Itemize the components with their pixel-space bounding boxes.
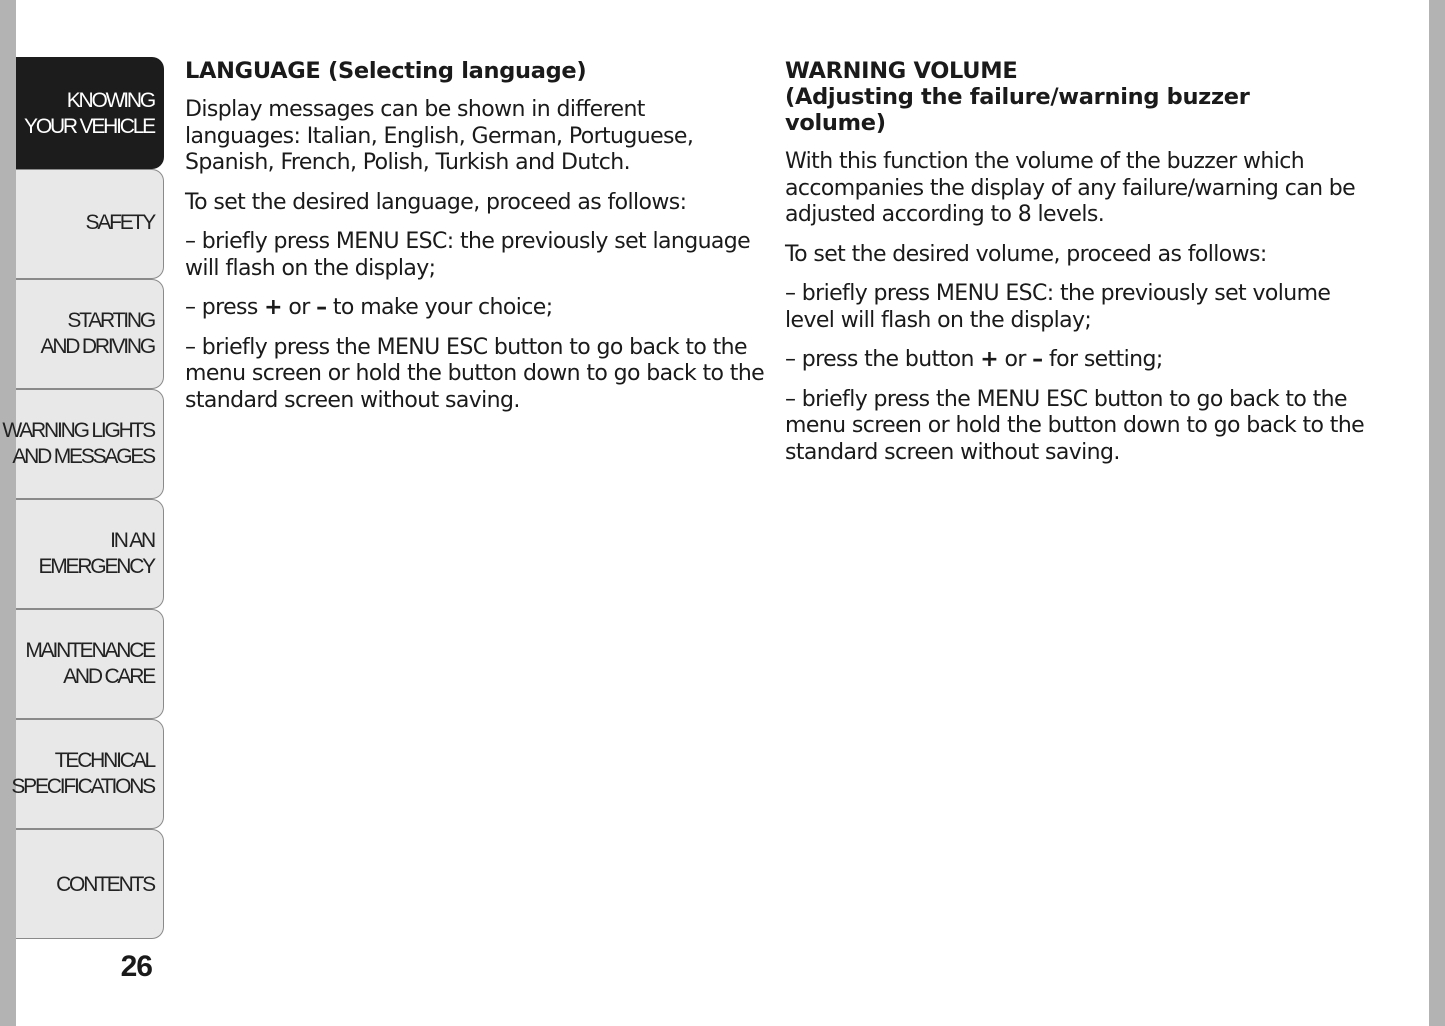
language-intro: Display messages can be shown in different languages: Italian, English, German, Portuguese, Spanish, French, Polish, Turkish and Dutch. — [185, 97, 694, 175]
heading-line: WARNING VOLUME — [785, 58, 1018, 84]
tab-in-an-emergency[interactable] — [16, 499, 164, 609]
tab-label-line: CONTENTS — [56, 873, 154, 896]
tab-label-line: AND DRIVING — [40, 335, 154, 358]
plus-symbol: + — [264, 295, 283, 320]
language-procedure: To set the desired language, proceed as follows: — [185, 189, 687, 215]
volume-step-2 — [785, 347, 1365, 374]
tab-label-line: AND MESSAGES — [12, 445, 154, 468]
step-text: or — [998, 347, 1033, 372]
tab-label-line: WARNING LIGHTS — [2, 419, 154, 442]
heading-line: (Adjusting the failure/warning buzzer — [785, 84, 1250, 110]
volume-step-3: – briefly press the MENU ESC button to go back to the menu screen or hold the button down to go back to the standard screen without saving. — [785, 386, 1365, 465]
left-page-gutter — [0, 0, 16, 1026]
tab-warning-lights-and-messages[interactable] — [2, 389, 164, 499]
tab-label-line: MAINTENANCE — [25, 639, 154, 662]
minus-symbol: – — [1032, 347, 1043, 372]
step-text: to make your choice; — [326, 295, 553, 320]
tab-label-line: IN AN — [110, 529, 154, 552]
language-step-3: – briefly press the MENU ESC button to go back to the menu screen or hold the button down to go back to the standard screen without saving. — [185, 334, 765, 413]
tab-safety[interactable] — [16, 169, 164, 279]
tab-maintenance-and-care[interactable] — [16, 609, 164, 719]
tab-contents[interactable] — [16, 829, 164, 939]
heading-line: volume) — [785, 110, 886, 136]
tab-label-line: SPECIFICATIONS — [11, 775, 154, 798]
tab-label-line: SAFETY — [85, 211, 154, 234]
minus-symbol: – — [316, 295, 327, 320]
section-tabs — [2, 57, 165, 939]
language-step-1: – briefly press MENU ESC: the previously set language will flash on the display; — [185, 229, 751, 281]
step-text: – press the button — [785, 347, 981, 372]
step-text: – press — [185, 295, 265, 320]
tab-label-line: EMERGENCY — [38, 555, 154, 578]
volume-step-1: – briefly press MENU ESC: the previously set volume level will flash on the display; — [785, 281, 1331, 333]
tab-knowing-your-vehicle[interactable] — [16, 57, 164, 169]
volume-procedure: To set the desired volume, proceed as follows: — [785, 241, 1267, 267]
step-text: or — [282, 295, 317, 320]
tab-label-line: YOUR VEHICLE — [24, 115, 154, 138]
tab-starting-and-driving[interactable] — [16, 279, 164, 389]
step-text: for setting; — [1042, 347, 1163, 372]
tab-label-line: TECHNICAL — [54, 749, 154, 772]
right-page-gutter — [1429, 0, 1445, 1026]
tab-label-line: KNOWING — [66, 89, 154, 112]
warning-volume-heading — [785, 58, 1365, 136]
volume-intro: With this function the volume of the buzzer which accompanies the display of any failure/warning can be adjusted according to 8 levels. — [785, 149, 1356, 227]
tab-label-line: STARTING — [67, 309, 154, 332]
warning-volume-section — [785, 58, 1365, 479]
tab-technical-specifications[interactable] — [11, 719, 164, 829]
language-section — [185, 58, 765, 427]
language-step-2 — [185, 295, 765, 322]
page-number: 26 — [120, 950, 152, 983]
tab-label-line: AND CARE — [63, 665, 154, 688]
language-heading: LANGUAGE (Selecting language) — [185, 58, 587, 84]
plus-symbol: + — [980, 347, 999, 372]
